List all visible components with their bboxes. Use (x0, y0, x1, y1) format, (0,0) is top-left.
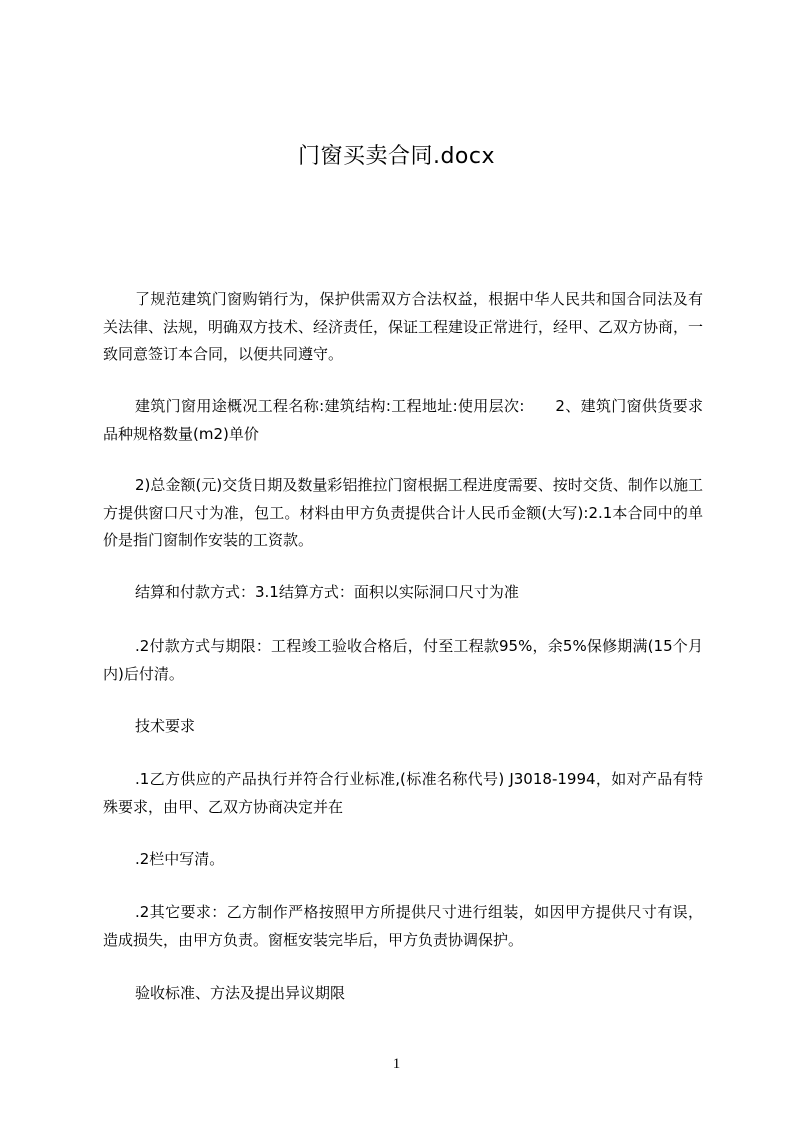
paragraph-settlement: 结算和付款方式：3.1结算方式：面积以实际洞口尺寸为准 (135, 583, 519, 601)
paragraph-column-note: .2栏中写清。 (135, 850, 225, 868)
paragraph-overview: 建筑门窗用途概况工程名称:建筑结构:工程地址:使用层次: 2、建筑门窗供货要求品种规格数量(m2)单价 (103, 397, 703, 443)
document-title: 门窗买卖合同.docx (297, 144, 496, 169)
paragraph-standards: .1乙方供应的产品执行并符合行业标准,(标准名称代号) J3018-1994，如对产品有特殊要求，由甲、乙双方协商决定并在 (103, 770, 703, 816)
heading-technical-requirements: 技术要求 (135, 717, 196, 735)
page-number: 1 (392, 1056, 401, 1072)
paragraph-payment-terms: .2付款方式与期限：工程竣工验收合格后，付至工程款95%，余5%保修期满(15个月内)后付清。 (103, 637, 703, 683)
paragraph-purpose: 了规范建筑门窗购销行为，保护供需双方合法权益，根据中华人民共和国合同法及有关法律、法规，明确双方技术、经济责任，保证工程建设正常进行，经甲、乙双方协商，一致同意签订本合同，以便共同遵守。 (103, 290, 704, 363)
paragraph-total-amount: 2)总金额(元)交货日期及数量彩铝推拉门窗根据工程进度需要、按时交货、制作以施工方提供窗口尺寸为准，包工。材料由甲方负责提供合计人民币金额(大写):2.1本合同中的单价是指门窗制作安装的工资款。 (103, 476, 703, 549)
heading-acceptance: 验收标准、方法及提出异议期限 (135, 984, 346, 1002)
paragraph-other-requirements: .2其它要求：乙方制作严格按照甲方所提供尺寸进行组装，如因甲方提供尺寸有误，造成损失，由甲方负责。窗框安装完毕后，甲方负责协调保护。 (103, 903, 703, 949)
